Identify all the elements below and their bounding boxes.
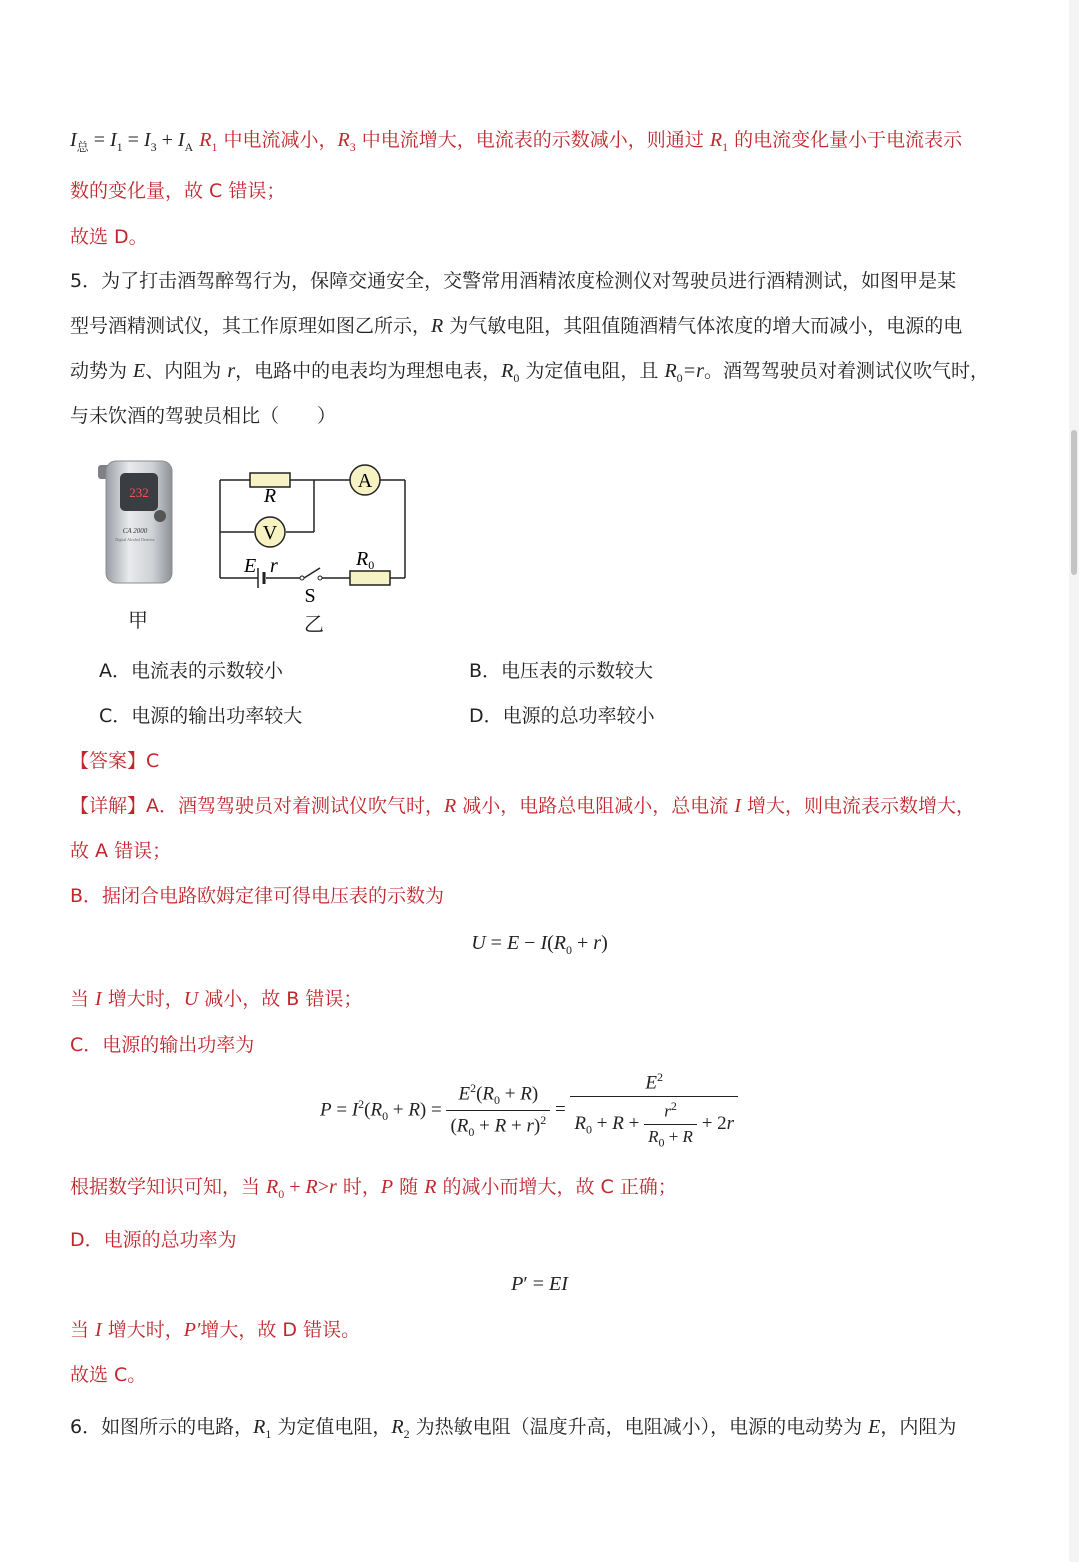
prev-analysis-line1: $I_总 = I_1 = I_3 + I_A$ $R_1$ 中电流减小，$R_3$ 中电流增大，电流表的示数减小，则通过 $R_1$ 的电流变化量小于电流表示 bbox=[70, 129, 963, 154]
equation-current-sum: $I_总 = I_1 = I_3 + I_A$ bbox=[70, 129, 194, 154]
device-model: CA 2000 bbox=[122, 527, 148, 535]
option-a[interactable]: A．电流表的示数较小 bbox=[99, 660, 283, 682]
device-display: 232 bbox=[129, 485, 149, 500]
label-r: r bbox=[270, 555, 278, 577]
option-d[interactable]: D．电源的总功率较小 bbox=[469, 705, 655, 727]
device-subtitle: Digital Alcohol Detector bbox=[115, 537, 155, 542]
figure-label-jia: 甲 bbox=[128, 608, 148, 632]
figure-label-yi: 乙 bbox=[304, 612, 324, 636]
detail-b-line1: B．据闭合电路欧姆定律可得电压表的示数为 bbox=[70, 885, 445, 907]
answer-line: 【答案】C bbox=[70, 750, 160, 772]
q5-conclusion: 故选 C。 bbox=[70, 1364, 147, 1386]
q6-stem-line1: 6．如图所示的电路，$R_1$ 为定值电阻，$R_2$ 为热敏电阻（温度升高，电阻减小），电源的电动势为 E，内阻为 bbox=[70, 1416, 957, 1441]
label-S: S bbox=[304, 585, 316, 607]
label-A: A bbox=[357, 470, 373, 492]
q5-stem-line4: 与未饮酒的驾驶员相比（ ） bbox=[70, 405, 337, 427]
resistor-r0 bbox=[350, 571, 390, 585]
label-R: R bbox=[263, 485, 277, 507]
option-b[interactable]: B．电压表的示数较大 bbox=[469, 660, 654, 682]
detail-d-line1: D．电源的总功率为 bbox=[70, 1229, 237, 1251]
q5-stem-line2: 型号酒精测试仪，其工作原理如图乙所示，R 为气敏电阻，其阻值随酒精气体浓度的增大而减小，电源的电 bbox=[70, 315, 963, 337]
scrollbar-track[interactable] bbox=[1069, 0, 1079, 1562]
label-V: V bbox=[262, 522, 278, 544]
option-c[interactable]: C．电源的输出功率较大 bbox=[99, 705, 303, 727]
detail-b-line2: 当 I 增大时，U 减小，故 B 错误； bbox=[70, 988, 363, 1010]
label-R0: $R_0$ bbox=[356, 548, 375, 572]
equation-p: $P = I^2(R_0 + R)$ = $\frac{E^2(R_0 + R)}{(R_0 + R + r)^2}$ = $E^2$ $R_0 + R$ + $\frac{r^2}{R_0 + R}$ + 2r bbox=[320, 1070, 738, 1150]
equation-pp: P′ = EI bbox=[511, 1273, 568, 1295]
scrollbar-thumb[interactable] bbox=[1071, 430, 1077, 575]
equation-u: $U = E - I(R_0 + r)$ bbox=[471, 932, 608, 957]
figure-alcohol-tester bbox=[92, 455, 187, 590]
detail-a-line2: 故 A 错误； bbox=[70, 840, 172, 862]
prev-analysis-line2: 数的变化量，故 C 错误； bbox=[70, 180, 286, 202]
detail-d-line2: 当 I 增大时，P′增大，故 D 错误。 bbox=[70, 1319, 361, 1341]
label-E: E bbox=[244, 555, 257, 577]
detail-c-line1: C．电源的输出功率为 bbox=[70, 1034, 255, 1056]
q5-stem-line3: 动势为 E、内阻为 r，电路中的电表均为理想电表，$R_0$ 为定值电阻，且 $R_0=r$。酒驾驾驶员对着测试仪吹气时， bbox=[70, 360, 989, 385]
prev-conclusion: 故选 D。 bbox=[70, 226, 148, 248]
detail-a-line1: 【详解】A．酒驾驾驶员对着测试仪吹气时，R 减小，电路总电阻减小，总电流 I 增大，则电流表示数增大， bbox=[70, 795, 976, 817]
q5-stem-line1: 5．为了打击酒驾醉驾行为，保障交通安全，交警常用酒精浓度检测仪对驾驶员进行酒精测试，如图甲是某 bbox=[70, 270, 957, 292]
detail-c-line2: 根据数学知识可知，当 $R_0 + R>r$ 时，P 随 R 的减小而增大，故 C 正确； bbox=[70, 1176, 677, 1201]
